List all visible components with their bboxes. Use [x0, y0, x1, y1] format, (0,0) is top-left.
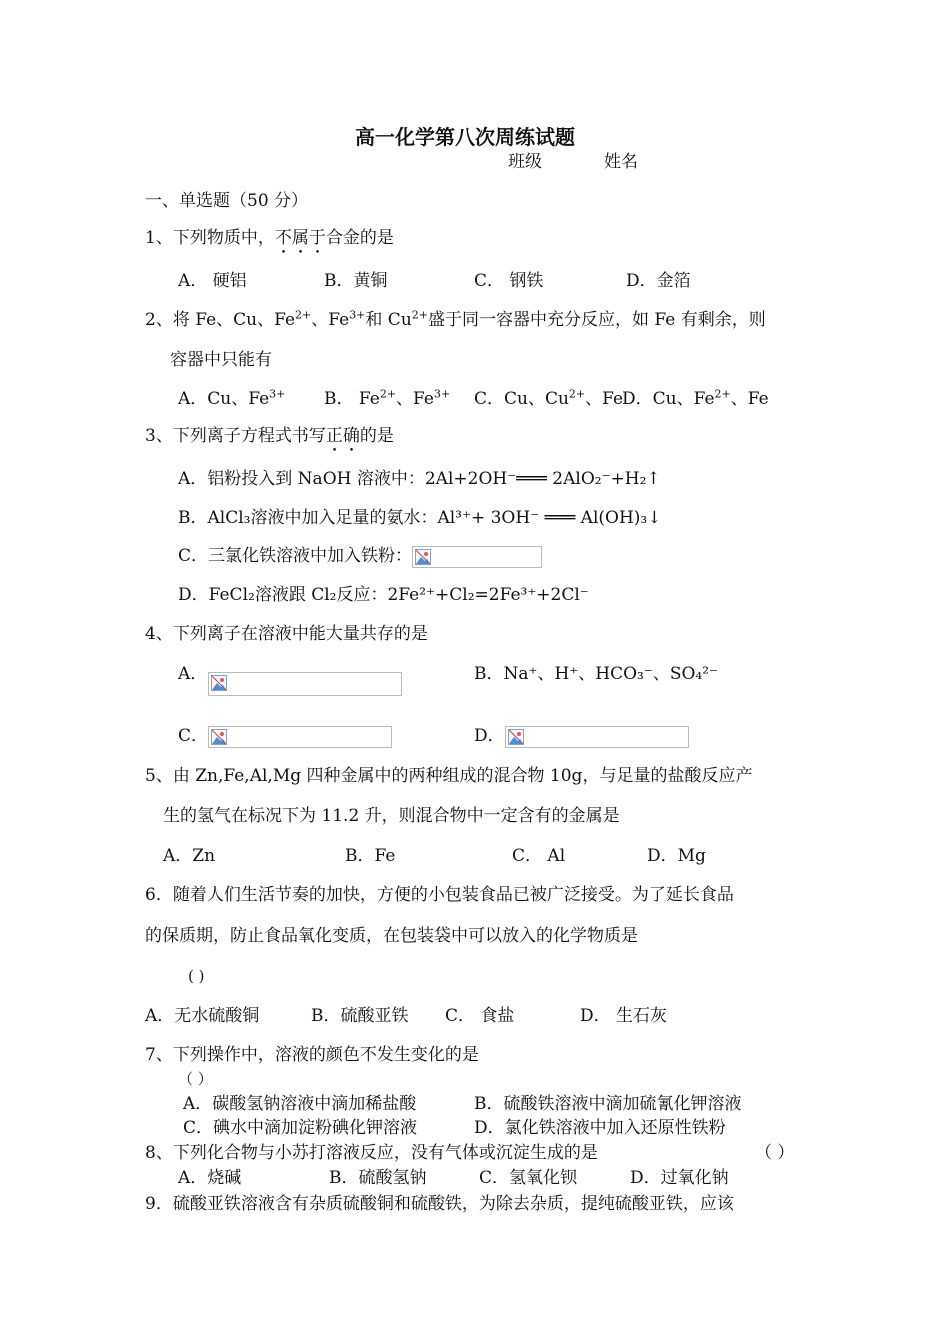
broken-image-icon	[208, 672, 402, 696]
question-4-stem: 4、下列离子在溶液中能大量共存的是	[145, 624, 428, 644]
question-8-stem: 8、下列化合物与小苏打溶液反应，没有气体或沉淀生成的是	[145, 1143, 598, 1163]
q1-option-c: C． 钢铁	[474, 271, 544, 291]
q6-option-a: A．无水硫酸铜	[145, 1006, 260, 1026]
q7-option-a: A．碳酸氢钠溶液中滴加稀盐酸	[183, 1094, 417, 1114]
q4-option-c: C．	[178, 725, 392, 748]
page-title: 高一化学第八次周练试题	[355, 125, 575, 149]
q5-option-c: C． Al	[512, 846, 566, 866]
q1-option-a: A． 硬铝	[178, 271, 247, 291]
question-2-stem: 2、将 Fe、Cu、$Fe^{2+}$、$Fe^{3+}$和 $Cu^{2+}$盛于同一容器中充分反应，如 Fe 有剩余，则	[145, 308, 766, 330]
q5-option-b: B．Fe	[345, 846, 396, 866]
broken-image-icon	[208, 726, 392, 748]
q7-option-b: B．硫酸铁溶液中滴加硫氰化钾溶液	[474, 1094, 742, 1114]
section-heading: 一、单选题（50 分）	[145, 191, 309, 211]
q5-option-d: D．Mg	[647, 846, 706, 866]
q2-option-c: C．Cu、$Cu^{2+}$、Fe	[474, 387, 624, 409]
q2-option-b: B． $Fe^{2+}$、$Fe^{3+}$	[324, 387, 451, 409]
q3-option-d: D．FeCl₂溶液跟 Cl₂反应：2Fe²⁺+Cl₂=2Fe³⁺+2Cl⁻	[178, 585, 589, 605]
q6-option-c: C． 食盐	[445, 1006, 515, 1026]
emphasis-text: 不属于	[274, 228, 326, 248]
broken-image-icon	[505, 726, 689, 748]
question-5-stem: 5、由 Zn,Fe,Al,Mg 四种金属中的两种组成的混合物 10g，与足量的盐酸反应产	[145, 766, 753, 786]
question-1-stem: 1、下列物质中，不属于合金的是	[145, 228, 394, 248]
q3-option-c: C．三氯化铁溶液中加入铁粉：	[178, 545, 542, 568]
question-9-stem: 9．硫酸亚铁溶液含有杂质硫酸铜和硫酸铁，为除去杂质，提纯硫酸亚铁，应该	[145, 1194, 734, 1214]
q2-option-a: A．Cu、$Fe^{3+}$	[178, 387, 286, 409]
question-6-stem: 6．随着人们生活节奏的加快，方便的小包装食品已被广泛接受。为了延长食品	[145, 885, 734, 905]
question-2-stem-line2: 容器中只能有	[170, 350, 272, 370]
broken-image-icon	[412, 546, 542, 568]
q4-option-a-image	[208, 672, 402, 696]
name-label: 姓名	[604, 152, 638, 172]
q4-option-a-label: A．	[178, 664, 208, 684]
question-6-stem-line2: 的保质期，防止食品氧化变质，在包装袋中可以放入的化学物质是	[145, 926, 638, 946]
emphasis-text: 正确	[325, 426, 360, 446]
q8-option-d: D．过氧化钠	[630, 1168, 729, 1188]
class-label: 班级	[508, 152, 542, 172]
q5-option-a: A．Zn	[163, 846, 216, 866]
q1-option-b: B．黄铜	[324, 271, 388, 291]
q3-option-b: B．AlCl₃溶液中加入足量的氨水：Al³⁺+ 3OH⁻ ═══ Al(OH)₃↓	[178, 508, 662, 528]
q6-option-d: D． 生石灰	[580, 1006, 668, 1026]
q7-option-d: D．氯化铁溶液中加入还原性铁粉	[474, 1118, 726, 1138]
q4-option-b: B．Na⁺、H⁺、HCO₃⁻、SO₄²⁻	[474, 664, 719, 684]
question-5-stem-line2: 生的氢气在标况下为 11.2 升，则混合物中一定含有的金属是	[163, 806, 620, 826]
q4-option-d: D．	[474, 725, 689, 748]
question-3-stem: 3、下列离子方程式书写正确的是	[145, 426, 394, 446]
q8-option-a: A．烧碱	[178, 1168, 242, 1188]
question-7-stem: 7、下列操作中，溶液的颜色不发生变化的是	[145, 1045, 479, 1065]
q7-option-c: C．碘水中滴加淀粉碘化钾溶液	[183, 1118, 418, 1138]
q1-option-d: D．金箔	[626, 271, 691, 291]
answer-parenthesis: （ ）	[755, 1143, 795, 1163]
q8-option-c: C．氢氧化钡	[479, 1168, 578, 1188]
q8-option-b: B．硫酸氢钠	[329, 1168, 427, 1188]
q3-option-a: A．铝粉投入到 NaOH 溶液中：2Al+2OH⁻═══ 2AlO₂⁻+H₂↑	[178, 469, 661, 489]
answer-parenthesis: ( )	[188, 967, 205, 985]
answer-parenthesis: （ ）	[178, 1070, 213, 1088]
q2-option-d: D．Cu、$Fe^{2+}$、Fe	[622, 387, 769, 409]
q6-option-b: B．硫酸亚铁	[311, 1006, 409, 1026]
